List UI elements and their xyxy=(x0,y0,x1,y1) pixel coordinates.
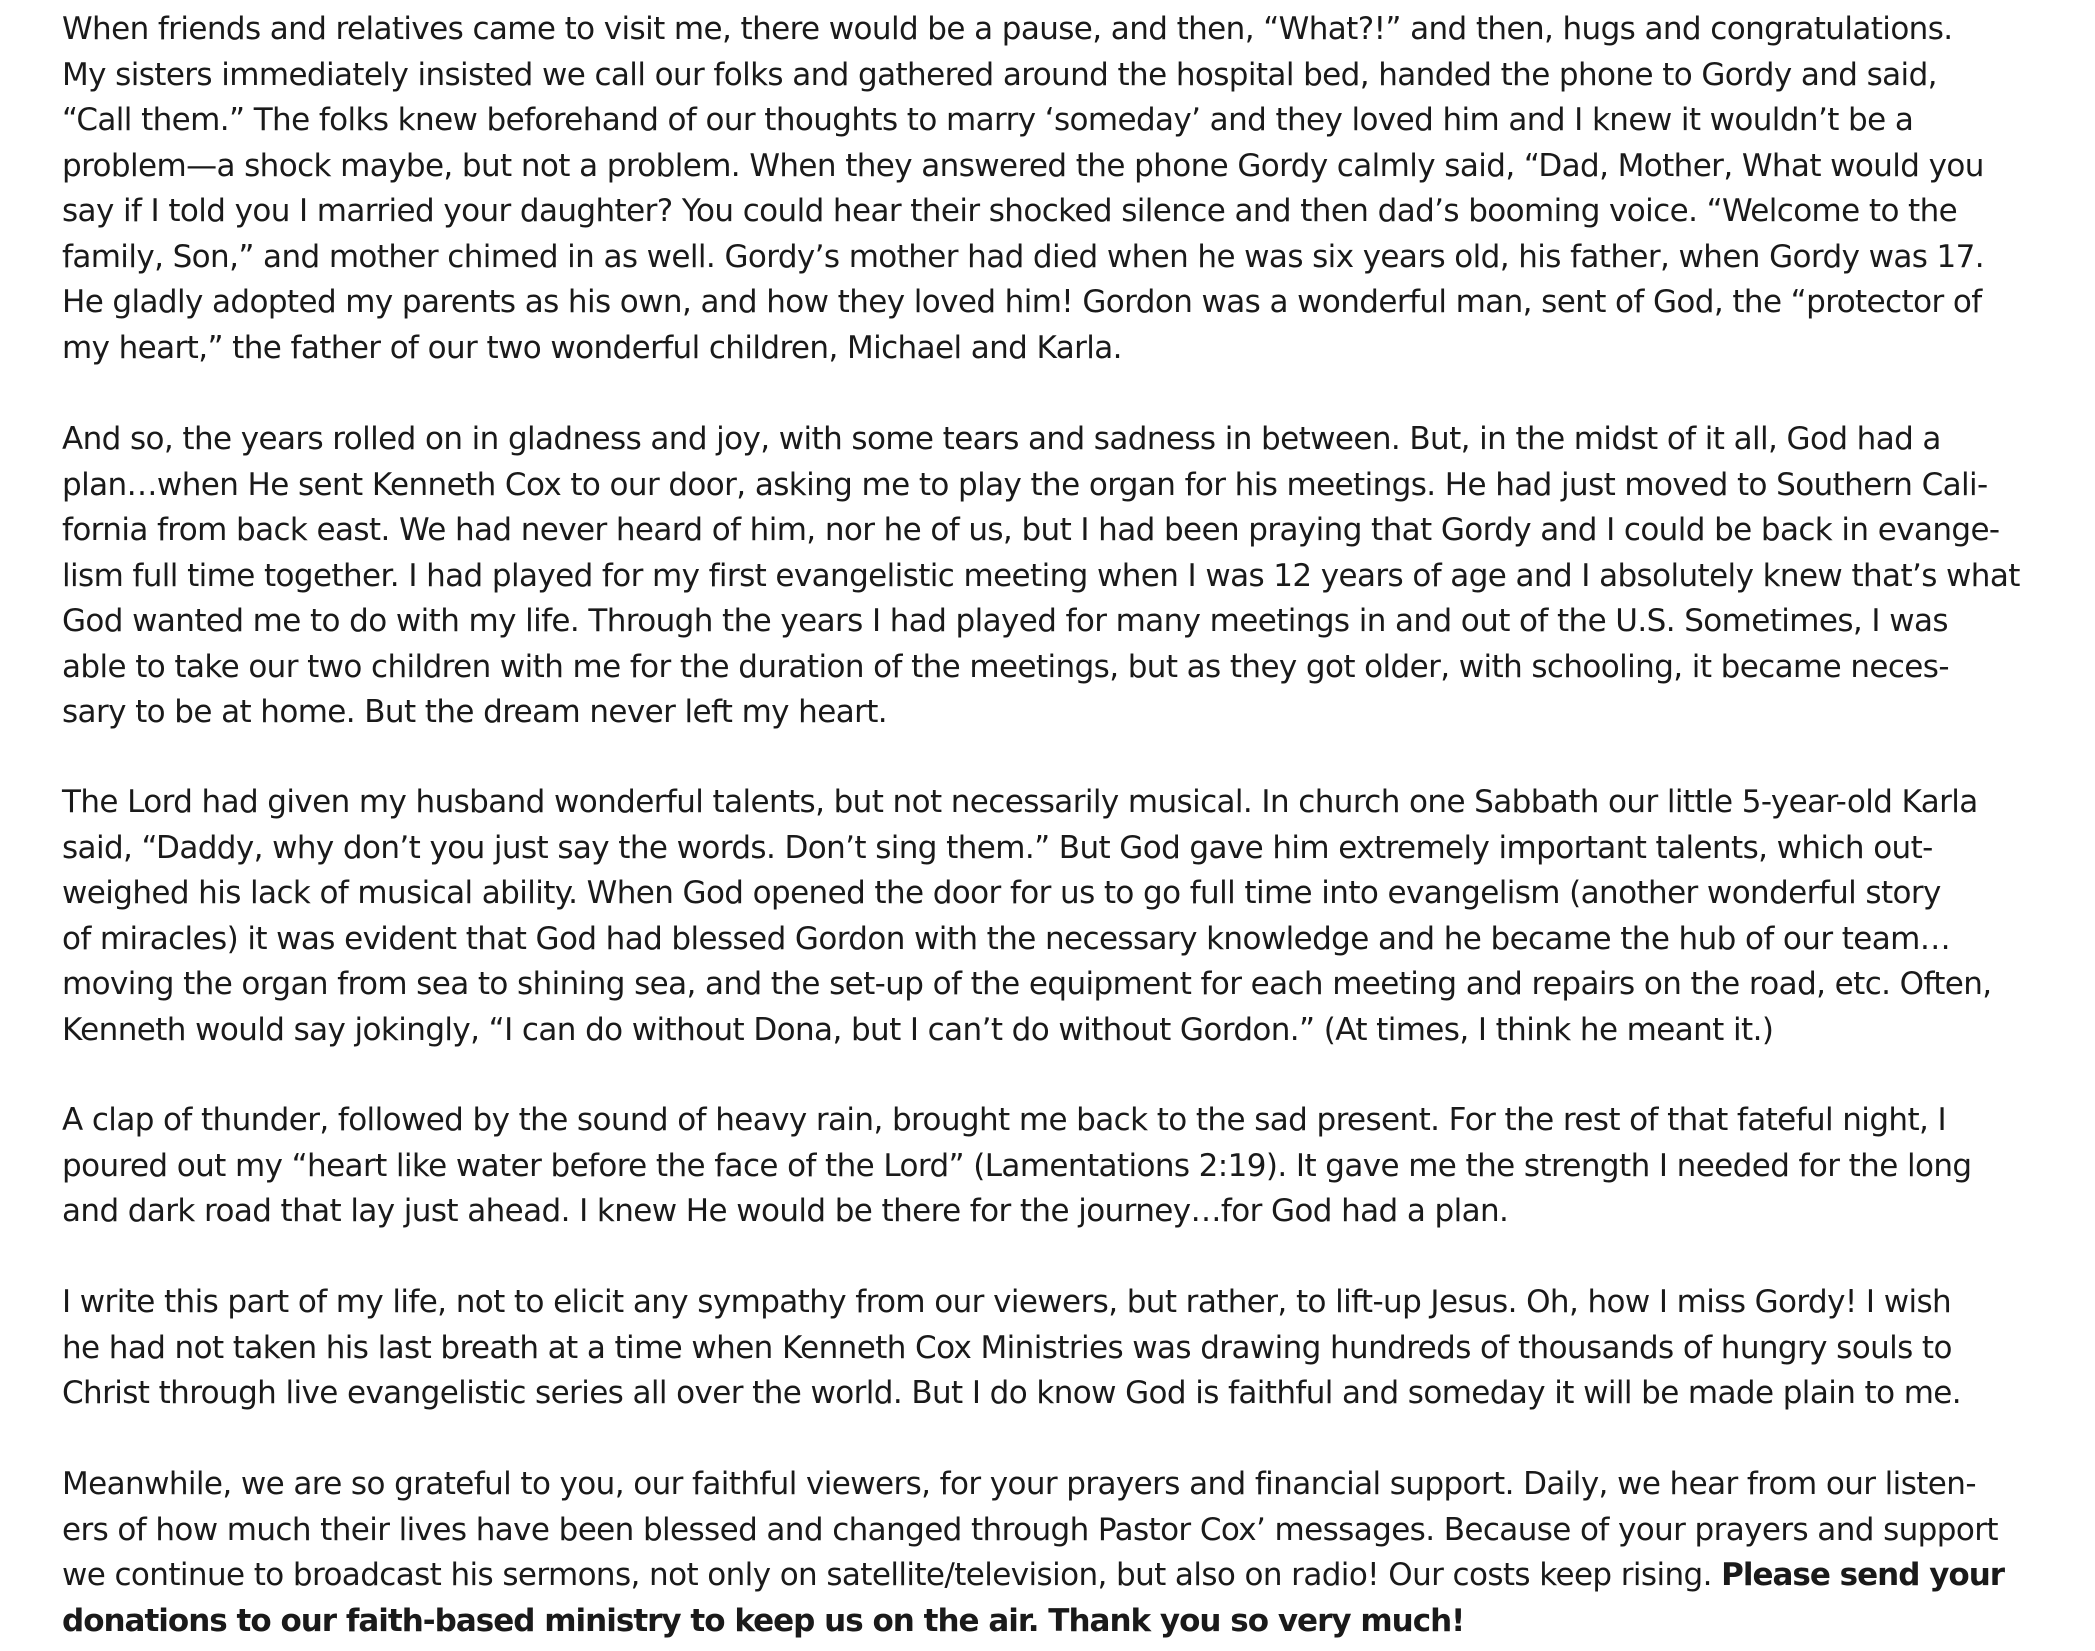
text-line: he had not taken his last breath at a time when Kenneth Cox Ministries was drawing hundreds of thousands of hungry souls to xyxy=(62,1329,1952,1366)
text-line: ers of how much their lives have been blessed and changed through Pastor Cox’ messages. Because of your prayers and support xyxy=(62,1511,1998,1548)
paragraph-thunder xyxy=(62,1098,2047,1235)
text-line: problem—a shock maybe, but not a problem. When they answered the phone Gordy calmly said, “Dad, Mother, What would you xyxy=(62,147,1984,184)
paragraph-lift-up-jesus xyxy=(62,1280,2047,1417)
text-line: and dark road that lay just ahead. I knew He would be there for the journey…for God had a plan. xyxy=(62,1193,1509,1229)
text-line: God wanted me to do with my life. Through the years I had played for many meetings in and out of the U.S. Sometimes, I was xyxy=(62,603,1948,639)
document-page xyxy=(62,0,2047,1651)
text-line: My sisters immediately insisted we call our folks and gathered around the hospital bed, handed the phone to Gordy and said, xyxy=(62,56,1937,93)
text-line: moving the organ from sea to shining sea, and the set-up of the equipment for each meeting and repairs on the road, etc. Often, xyxy=(62,966,1992,1002)
text-line: And so, the years rolled on in gladness and joy, with some tears and sadness in between. But, in the midst of it all, God had a xyxy=(62,421,1941,457)
text-line: fornia from back east. We had never heard of him, nor he of us, but I had been praying that Gordy and I could be back in evange- xyxy=(62,512,2000,548)
text-line: of miracles) it was evident that God had blessed Gordon with the necessary knowledge and he became the hub of our team… xyxy=(62,920,1951,957)
text-line: plan…when He sent Kenneth Cox to our door, asking me to play the organ for his meetings. He had just moved to Southern Cali- xyxy=(62,466,1988,503)
text-line: Christ through live evangelistic series all over the world. But I do know God is faithful and someday it will be made plain to me. xyxy=(62,1375,1962,1411)
text-line: A clap of thunder, followed by the sound of heavy rain, brought me back to the sad present. For the rest of that fateful night, I xyxy=(62,1102,1947,1138)
text-line: able to take our two children with me for the duration of the meetings, but as they got older, with schooling, it became neces- xyxy=(62,648,1949,685)
text-line: The Lord had given my husband wonderful talents, but not necessarily musical. In church one Sabbath our little 5-year-old Karla xyxy=(62,784,1978,820)
text-line: lism full time together. I had played for my first evangelistic meeting when I was 12 years of age and I absolutely knew that’s what xyxy=(62,557,2020,594)
text-line: sary to be at home. But the dream never left my heart. xyxy=(62,694,888,730)
text-line: poured out my “heart like water before the face of the Lord” (Lamentations 2:19). It gave me the strength I needed for the long xyxy=(62,1147,1972,1184)
text-line: He gladly adopted my parents as his own, and how they loved him! Gordon was a wonderful man, sent of God, the “protector of xyxy=(62,284,1982,320)
paragraph-donation-appeal xyxy=(62,1462,2047,1644)
text-line: say if I told you I married your daughter? You could hear their shocked silence and then dad’s booming voice. “Welcome to the xyxy=(62,193,1958,229)
donation-call-to-action-continued: donations to our faith-based ministry to keep us on the air. Thank you so very much! xyxy=(62,1602,1465,1639)
text-line: weighed his lack of musical ability. When God opened the door for us to go full time into evangelism (another wonderful story xyxy=(62,875,1941,911)
paragraph-visit-and-marriage xyxy=(62,7,2047,371)
text-line: Kenneth would say jokingly, “I can do without Dona, but I can’t do without Gordon.” (At times, I think he meant it.) xyxy=(62,1011,1774,1048)
text-line: “Call them.” The folks knew beforehand of our thoughts to marry ‘someday’ and they loved him and I knew it wouldn’t be a xyxy=(62,102,1914,138)
text-line: When friends and relatives came to visit me, there would be a pause, and then, “What?!” and then, hugs and congratulations. xyxy=(62,11,1953,47)
text-line: family, Son,” and mother chimed in as well. Gordy’s mother had died when he was six years old, his father, when Gordy was 17. xyxy=(62,238,1985,275)
text-segment: we continue to broadcast his sermons, not only on satellite/television, but also on radio! Our costs keep rising. xyxy=(62,1557,1722,1593)
text-line-mixed xyxy=(62,1553,2047,1599)
paragraph-kenneth-cox xyxy=(62,417,2047,736)
text-line: I write this part of my life, not to elicit any sympathy from our viewers, but rather, to lift-up Jesus. Oh, how I miss Gordy! I wish xyxy=(62,1284,1952,1320)
donation-call-to-action: Please send your xyxy=(1721,1557,2005,1593)
paragraph-talents xyxy=(62,780,2047,1053)
text-line: said, “Daddy, why don’t you just say the words. Don’t sing them.” But God gave him extremely important talents, which out- xyxy=(62,829,1933,866)
text-line: my heart,” the father of our two wonderful children, Michael and Karla. xyxy=(62,329,1122,366)
text-line: Meanwhile, we are so grateful to you, our faithful viewers, for your prayers and financial support. Daily, we hear from our listen- xyxy=(62,1466,1976,1502)
